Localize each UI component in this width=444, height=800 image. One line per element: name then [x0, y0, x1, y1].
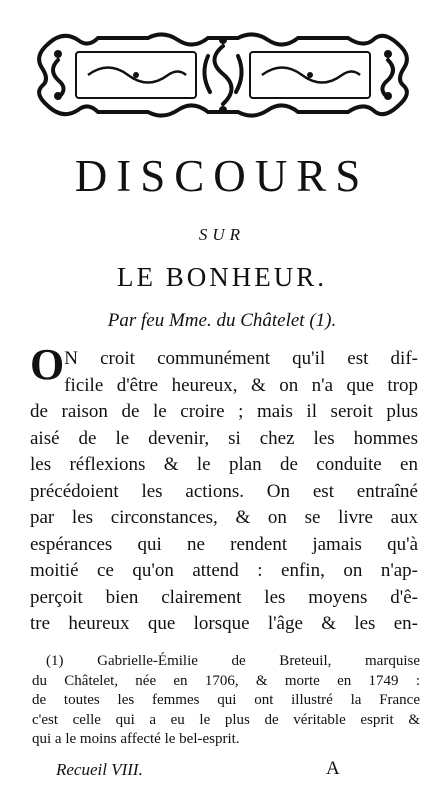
footnote-line: qui a le moins affecté le bel-esprit.	[32, 731, 240, 747]
drop-cap: O	[30, 340, 63, 389]
signature-mark: Recueil VIII.	[56, 760, 143, 779]
page-subtitle: LE BONHEUR.	[117, 262, 327, 292]
body-paragraph	[30, 340, 418, 638]
title-connector: SUR	[198, 225, 246, 244]
footnote	[32, 652, 420, 750]
sheet-letter: A	[326, 758, 340, 779]
footnote-line: de toutes les femmes qui ont illustré la France	[32, 692, 420, 708]
body-line: tre heureux que lorsque l'âge & les en-	[30, 613, 418, 634]
body-line: aisé de le devenir, si chez les hommes	[30, 427, 418, 449]
body-line: les réflexions & le plan de conduite en	[30, 454, 418, 475]
page-title: DISCOURS	[74, 151, 370, 201]
footnote-line: (1) Gabrielle-Émilie de Breteuil, marquise	[46, 653, 420, 669]
body-line: espérances qui ne rendent jamais qu'à	[30, 533, 418, 555]
ornamental-headpiece	[28, 24, 418, 124]
footnote-line: c'est celle qui a eu le plus de véritable esprit &	[32, 711, 420, 728]
body-line: ficile d'être heureux, & on n'a que trop	[64, 374, 418, 396]
body-line: par les circonstances, & on se livre aux	[30, 507, 418, 528]
body-line: précédoient les actions. On est entraîné	[30, 480, 418, 502]
body-line: perçoit bien clairement les moyens d'ê-	[30, 586, 418, 608]
footnote-line: du Châtelet, née en 1706, & morte en 1749 :	[32, 672, 420, 689]
author-line: Par feu Mme. du Châtelet (1).	[107, 310, 337, 331]
body-line: N croit communément qu'il est dif-	[64, 348, 418, 369]
body-line: moitié ce qu'on attend : enfin, on n'ap-	[30, 560, 418, 581]
body-line: de raison de le croire ; mais il seroit plus	[30, 401, 418, 422]
